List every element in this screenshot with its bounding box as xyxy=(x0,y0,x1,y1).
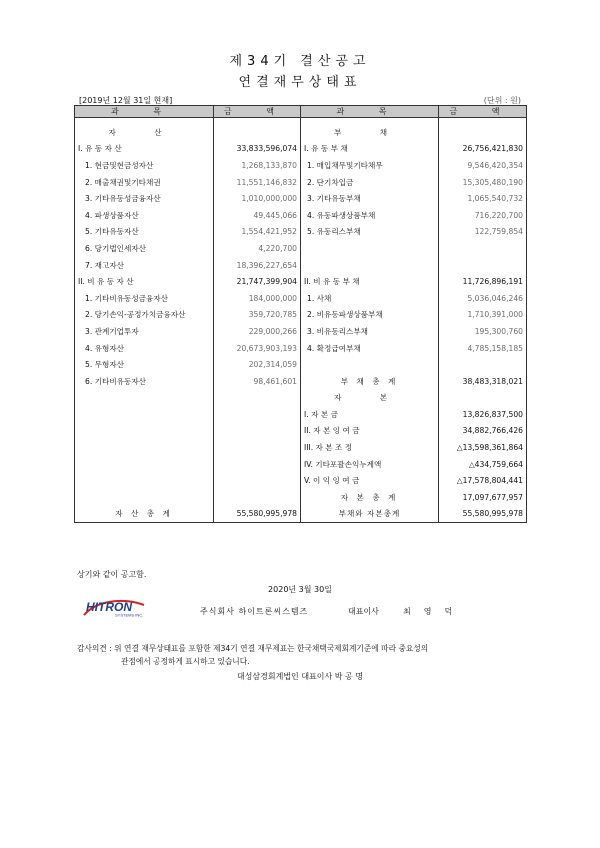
table-header-row xyxy=(75,106,527,118)
equity-label: I. 자 본 금 xyxy=(301,406,439,423)
liability-amount: 9,546,420,354 xyxy=(439,157,527,174)
liability-amount xyxy=(439,356,527,373)
asset-amount: 20,673,903,193 xyxy=(214,340,301,357)
page-title: 제34기 결산공고 xyxy=(229,54,371,69)
liability-amount xyxy=(439,240,527,257)
liability-amount: 716,220,700 xyxy=(439,207,527,224)
table-row xyxy=(75,506,527,523)
logo-subtext: SYSTEMS INC. xyxy=(115,612,144,617)
equity-amount: 34,882,766,426 xyxy=(439,423,527,440)
table-row xyxy=(75,207,527,224)
asset-amount: 1,554,421,952 xyxy=(214,224,301,241)
liability-label: 3. 비유동리스부채 xyxy=(301,323,439,340)
equity-label: III. 자 본 조 정 xyxy=(301,439,439,456)
table-row xyxy=(75,157,527,174)
asset-label: 2. 당기손익-공정가치금융자산 xyxy=(75,307,214,324)
section-equity: 자 본 xyxy=(301,390,439,407)
equity-label: IV. 기타포괄손익누계액 xyxy=(301,456,439,473)
liability-label: 4. 확정급여부채 xyxy=(301,340,439,357)
asset-label: 6. 기타비유동자산 xyxy=(75,373,214,390)
table-row xyxy=(75,224,527,241)
liability-amount: 195,300,760 xyxy=(439,323,527,340)
asset-label: 3. 기타유동성금융자산 xyxy=(75,190,214,207)
asset-label: 1. 현금및현금성자산 xyxy=(75,157,214,174)
header-amount-right: 금 액 xyxy=(439,106,527,118)
liability-amount: 4,785,158,185 xyxy=(439,340,527,357)
table-row xyxy=(75,240,527,257)
liability-amount xyxy=(439,257,527,274)
table-row xyxy=(75,489,527,506)
liability-amount: 1,710,391,000 xyxy=(439,307,527,324)
ceo-name: 최영덕 xyxy=(403,607,466,616)
total-assets-label: 자 산 총 계 xyxy=(75,506,214,523)
section-liabilities: 부 채 xyxy=(301,118,439,141)
asset-amount: 229,000,266 xyxy=(214,323,301,340)
asset-label: 4. 파생상품자산 xyxy=(75,207,214,224)
liability-label: 2. 비유동파생상품부채 xyxy=(301,307,439,324)
header-amount-left: 금 액 xyxy=(214,106,301,118)
asset-amount: 18,396,227,654 xyxy=(214,257,301,274)
header-item-left: 과 목 xyxy=(75,106,214,118)
table-row xyxy=(75,290,527,307)
equity-amount: △17,578,804,441 xyxy=(439,472,527,489)
asset-amount: 33,833,596,074 xyxy=(214,141,301,158)
page-subtitle: 연결재무상태표 xyxy=(238,75,362,90)
announcement-note: 상기와 같이 공고함. xyxy=(77,570,147,579)
liability-amount: 11,726,896,191 xyxy=(439,273,527,290)
total-liabilities-label: 부 채 총 계 xyxy=(301,373,439,390)
table-row xyxy=(75,356,527,373)
unit-label: (단위 : 원) xyxy=(483,96,521,105)
liability-label: 3. 기타유동부채 xyxy=(301,190,439,207)
liability-amount: 26,756,421,830 xyxy=(439,141,527,158)
hitron-logo xyxy=(82,599,158,617)
audit-opinion-line1: 감사의견 : 위 연결 재무상태표를 포함한 제34기 연결 재무제표는 한국채택국제회계기준에 따라 중요성의 xyxy=(77,644,429,653)
table-row xyxy=(75,406,527,423)
liability-label xyxy=(301,257,439,274)
asset-label: 7. 재고자산 xyxy=(75,257,214,274)
section-row xyxy=(75,118,527,141)
total-liabilities-amount: 38,483,318,021 xyxy=(439,373,527,390)
liability-amount: 5,036,046,246 xyxy=(439,290,527,307)
liability-label: 1. 사채 xyxy=(301,290,439,307)
table-row xyxy=(75,307,527,324)
balance-sheet-table xyxy=(74,105,527,523)
asset-amount: 21,747,399,904 xyxy=(214,273,301,290)
asset-amount: 202,314,059 xyxy=(214,356,301,373)
table-row xyxy=(75,439,527,456)
total-equity-amount: 17,097,677,957 xyxy=(439,489,527,506)
total-equity-label: 자 본 총 계 xyxy=(301,489,439,506)
asset-amount: 11,551,146,832 xyxy=(214,174,301,191)
asset-label: 1. 기타비유동성금융자산 xyxy=(75,290,214,307)
table-row xyxy=(75,323,527,340)
liability-label xyxy=(301,356,439,373)
audit-opinion-line2: 관점에서 공정하게 표시하고 있습니다. xyxy=(121,657,250,666)
header-item-right: 과 목 xyxy=(301,106,439,118)
asset-label: II. 비 유 동 자 산 xyxy=(75,273,214,290)
asset-amount: 98,461,601 xyxy=(214,373,301,390)
report-date: [2019년 12월 31일 현재] xyxy=(79,96,173,105)
company-name: 주식회사 하이트론씨스템즈 xyxy=(200,607,309,616)
liability-amount: 1,065,540,732 xyxy=(439,190,527,207)
table-row xyxy=(75,423,527,440)
liability-label xyxy=(301,240,439,257)
asset-label: 3. 관계기업투자 xyxy=(75,323,214,340)
publication-date: 2020년 3월 30일 xyxy=(268,585,332,594)
asset-amount: 4,220,700 xyxy=(214,240,301,257)
liability-amount: 15,305,480,190 xyxy=(439,174,527,191)
asset-label: I. 유 동 자 산 xyxy=(75,141,214,158)
logo-text: HITRON xyxy=(86,600,132,614)
liability-label: 2. 단기차입금 xyxy=(301,174,439,191)
liability-label: 1. 매입채무및기타채무 xyxy=(301,157,439,174)
asset-label: 4. 유형자산 xyxy=(75,340,214,357)
total-assets-amount: 55,580,995,978 xyxy=(214,506,301,523)
equity-amount: 13,826,837,500 xyxy=(439,406,527,423)
liability-label: II. 비 유 동 부 채 xyxy=(301,273,439,290)
table-row xyxy=(75,340,527,357)
total-liab-equity-amount: 55,580,995,978 xyxy=(439,506,527,523)
asset-label: 5. 기타유동자산 xyxy=(75,224,214,241)
asset-label: 6. 당기법인세자산 xyxy=(75,240,214,257)
table-row xyxy=(75,141,527,158)
section-assets: 자 산 xyxy=(75,118,214,141)
table-row xyxy=(75,273,527,290)
asset-amount: 1,010,000,000 xyxy=(214,190,301,207)
liability-label: 4. 유동파생상품부채 xyxy=(301,207,439,224)
section-row xyxy=(75,390,527,407)
liability-label: 5. 유동리스부채 xyxy=(301,224,439,241)
equity-label: II. 자 본 잉 여 금 xyxy=(301,423,439,440)
table-row xyxy=(75,257,527,274)
total-liab-equity-label: 부채와 자본총계 xyxy=(301,506,439,523)
table-row xyxy=(75,174,527,191)
table-row xyxy=(75,373,527,390)
equity-amount: △13,598,361,864 xyxy=(439,439,527,456)
table-row xyxy=(75,190,527,207)
asset-label: 2. 매출채권및기타채권 xyxy=(75,174,214,191)
liability-label: I. 유 동 부 채 xyxy=(301,141,439,158)
auditor-signature: 대성삼경회계법인 대표이사 박 공 명 xyxy=(236,672,364,681)
asset-amount: 1,268,133,870 xyxy=(214,157,301,174)
table-row xyxy=(75,456,527,473)
table-row xyxy=(75,472,527,489)
asset-label: 5. 무형자산 xyxy=(75,356,214,373)
liability-amount: 122,759,854 xyxy=(439,224,527,241)
asset-amount: 359,720,785 xyxy=(214,307,301,324)
asset-amount: 49,445,066 xyxy=(214,207,301,224)
ceo-title: 대표이사 xyxy=(348,607,379,616)
asset-amount: 184,000,000 xyxy=(214,290,301,307)
equity-amount: △434,759,664 xyxy=(439,456,527,473)
equity-label: V. 이 익 잉 여 금 xyxy=(301,472,439,489)
